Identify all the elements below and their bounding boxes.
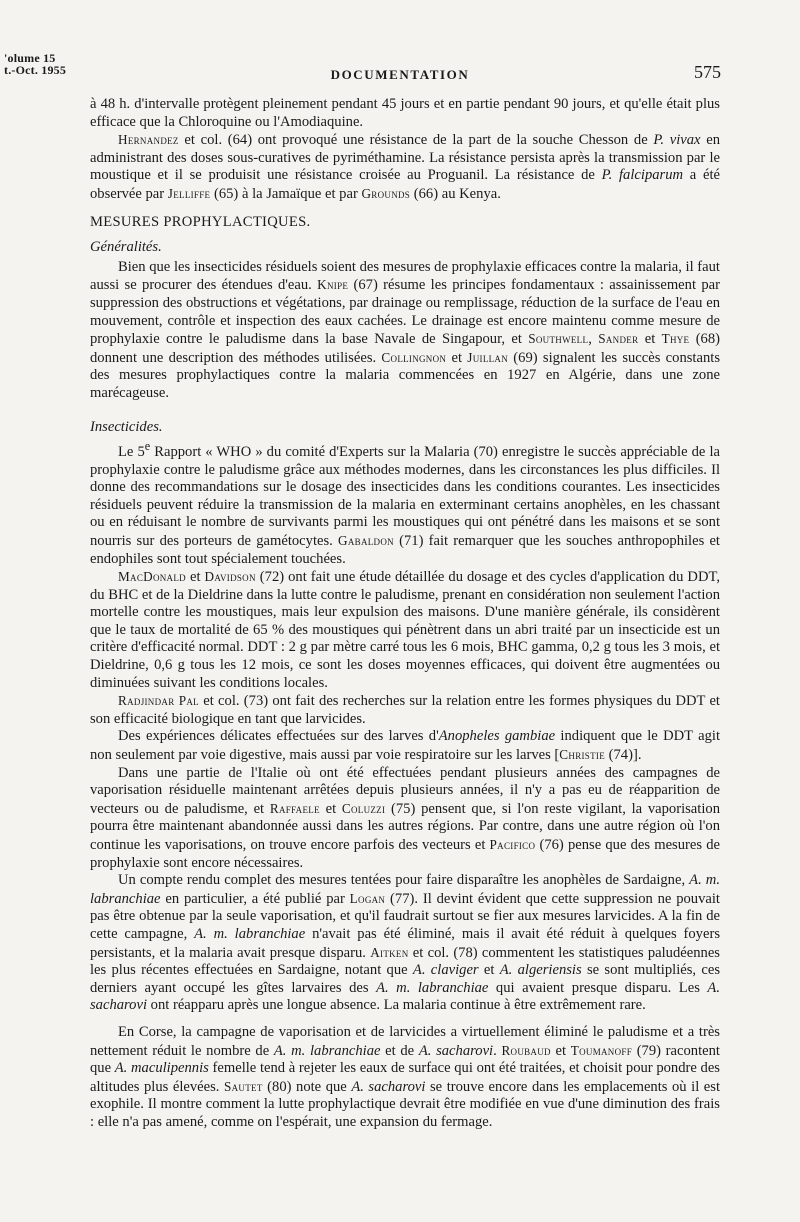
- section-title: MESURES PROPHYLACTIQUES.: [90, 213, 311, 230]
- author-name: Christie: [559, 747, 605, 763]
- text-run: et: [319, 800, 342, 817]
- text-run: et col. (73) ont fait des recherches sur la relation entre les formes physiques du DDT et son efficacité biologique en tant que larvicides.: [90, 693, 720, 727]
- paragraph: [90, 765, 720, 873]
- text-run: (80) note que: [262, 1078, 352, 1095]
- text-run: ,: [588, 331, 599, 348]
- text-run: a été observée par: [90, 167, 720, 202]
- article-body: [90, 96, 720, 1132]
- text-run: et: [638, 331, 662, 348]
- text-run: (68) donnent une description des méthodes utilisées.: [90, 331, 721, 366]
- text-run: n'avait pas été éliminé, mais il avait été réduit à quelques foyers persistants, et la malaria avait presque disparu.: [90, 925, 720, 961]
- text-run: et: [478, 962, 500, 979]
- text-run: (65) à la Jamaïque et par: [210, 185, 362, 202]
- author-name: Knipe: [317, 277, 349, 293]
- author-name: MacDonald: [118, 569, 186, 585]
- species-name: A. m. labranchiae: [90, 872, 720, 907]
- text-run: femelle tend à rejeter les eaux de surface qui ont été traitées, et choisit pour pondre des altitudes plus élevées.: [90, 1060, 720, 1095]
- species-name: A. m. labranchiae: [194, 925, 306, 942]
- author-name: Gabaldon: [338, 532, 394, 548]
- author-name: Jelliffe: [167, 185, 211, 201]
- author-name: Roubaud: [501, 1042, 551, 1058]
- species-name: A. maculipennis: [114, 1060, 209, 1077]
- text-run: (71) fait remarquer que les souches anthropophiles et endophiles sont tout spécialement touchées.: [90, 532, 720, 567]
- author-name: Grounds: [361, 185, 411, 201]
- volume-line-1: 'olume 15: [4, 51, 56, 65]
- species-name: A. algeriensis: [499, 962, 582, 979]
- author-name: Juillan: [467, 349, 509, 365]
- text-run: (74)].: [605, 747, 642, 764]
- text-run: (72) ont fait une étude détaillée du dosage et des cycles d'application du DDT, du BHC et de la Dieldrine dans la lutte contre le paludisme, prenant en considération non seulement l'action mortelle contre les moustiques, mais leur expulsion des maisons. D'une manière générale, ils considèrent que le taux de mortalité de 65 % des moustiques qui pénètrent dans un abri traité par un insecticide est un critère d'efficacité normal. DDT : 2 g par mètre carré tous les 6 mois, BHC gamma, 0,2 g tous les 3 mois, et Dieldrine, 0,6 g tous les 12 mois, ce sont les doses moyennes efficaces, qui doivent être augmentées ou diminuées suivant les conditions locales.: [90, 569, 720, 691]
- text-run: se trouve encore dans les emplacements où il est exophile. Il montre comment la lutte prophylactique devrait être modifiée en vue d'une diminution des frais : elle n'a pas amené, comme on l'espérait, une expansion du fermage.: [90, 1078, 721, 1130]
- text-run: indiquent que le DDT agit non seulement par voie digestive, mais aussi par voie respiratoire sur les larves [: [90, 728, 721, 764]
- species-name: P. vivax: [653, 132, 701, 149]
- superscript: e: [144, 439, 151, 454]
- text-run: Dans une partie de l'Italie où ont été effectuées pendant plusieurs années des campagnes de vaporisation résiduelle maintenant arrêtées depuis plusieurs années, il n'y a pas eu de réapparition de vecteurs ou de paludisme, et: [90, 764, 720, 817]
- species-name: P. falciparum: [601, 167, 684, 184]
- text-run: et: [446, 349, 468, 366]
- species-name: A. claviger: [412, 962, 479, 979]
- author-name: Toumanoff: [570, 1042, 633, 1058]
- species-name: A. sacharovi: [351, 1078, 426, 1095]
- text-run: ont réapparu après une longue absence. La malaria continue à être extrêmement rare.: [147, 997, 646, 1014]
- text-run: et col. (78) commentent les statistiques paludéennes les plus récentes effectuées en Sardaigne, notant que: [90, 944, 720, 979]
- author-name: Davidson: [204, 569, 256, 585]
- author-name: Thye: [661, 331, 690, 347]
- paragraph: [90, 259, 720, 403]
- text-run: Des expériences délicates effectuées sur des larves d': [118, 728, 439, 745]
- paragraph: [90, 568, 720, 692]
- text-run: en particulier, a été publié par: [160, 890, 350, 907]
- author-name: Aitken: [370, 944, 409, 960]
- text-run: et: [550, 1042, 571, 1059]
- text-run: Rapport « WHO » du comité d'Experts sur la Malaria (70) enregistre le succès appréciable de la prophylaxie contre le paludisme grâce aux méthodes modernes, dans les circonstances les plus difficiles. Il donne des recommandations sur le dosage des insecticides dans les conditions courantes. Les insecticides résiduels peuvent réduire la transmission de la malaria en exterminant certains anophèles, en les chassant ou en réduisant le nombre de survivants parmi les moustiques qui ont pénétré dans les maisons et se sont nourris sur des porteurs de gamétocytes.: [90, 443, 720, 549]
- text-run: et col. (64) ont provoqué une résistance de la part de la souche Chesson de: [178, 132, 654, 149]
- species-name: A. m. labranchiae: [273, 1042, 381, 1059]
- author-name: Hernandez: [118, 132, 179, 148]
- paragraph: [90, 131, 720, 203]
- paragraph: [90, 1024, 720, 1132]
- author-name: Sautet: [224, 1078, 263, 1094]
- page-number: 575: [694, 62, 721, 82]
- text-run: (76) pense que des mesures de prophylaxie sont encore nécessaires.: [90, 837, 720, 871]
- author-name: Raffaele: [269, 800, 320, 816]
- text-run: Le 5: [118, 443, 145, 460]
- paragraph: [90, 872, 720, 1015]
- author-name: Sander: [598, 331, 639, 347]
- paragraph: [90, 728, 720, 764]
- text-run: Bien que les insecticides résiduels soient des mesures de prophylaxie efficaces contre la malaria, il faut aussi se procurer des étendues d'eau.: [90, 258, 720, 294]
- paragraph: [90, 438, 720, 568]
- species-name: A. sacharovi: [418, 1042, 494, 1059]
- volume-line-2: t.-Oct. 1955: [4, 63, 67, 77]
- text-run: et: [185, 569, 205, 586]
- text-run: (75) pensent que, si l'on reste vigilant, la vaporisation pourra être maintenant abandonnée aussi dans les autres régions. Par contre, dans une autre région où l'on continue les vaporisations, on trouve encore parfois des vecteurs et: [90, 800, 720, 854]
- text-run: .: [493, 1042, 502, 1059]
- subsection-title: Insecticides.: [90, 418, 163, 435]
- paragraph: [90, 692, 720, 728]
- author-name: Logan: [349, 890, 386, 906]
- species-name: A. m. labranchiae: [376, 979, 489, 996]
- text-run: (79) racontent que: [90, 1042, 720, 1077]
- author-name: Collingnon: [381, 349, 447, 365]
- author-name: Southwell: [528, 331, 589, 347]
- text-run: En Corse, la campagne de vaporisation et de larvicides a virtuellement éliminé le paludisme et a très nettement réduit le nombre de: [90, 1023, 720, 1059]
- species-name: A. sacharovi: [90, 979, 720, 1014]
- text-run: Un compte rendu complet des mesures tentées pour faire disparaître les anophèles de Sardaigne,: [118, 872, 690, 889]
- text-run: qui avaient presque disparu. Les: [488, 979, 708, 996]
- text-run: (66) au Kenya.: [410, 185, 501, 202]
- author-name: Coluzzi: [341, 800, 386, 816]
- text-run: (67) résume les principes fondamentaux : assainissement par suppression des obstructions et végétations, par drainage ou remplissage, réduction de la surface de l'eau en mouvement, contrôle et inspection des eaux cachées. Le drainage est encore maintenu comme mesure de prophylaxie contre le paludisme dans la base Navale de Singapour, et: [90, 277, 720, 348]
- paragraph-text: à 48 h. d'intervalle protègent pleinement pendant 45 jours et en partie pendant 90 jours, et qu'elle était plus efficace que la Chloroquine ou l'Amodiaquine.: [90, 96, 720, 130]
- running-title: DOCUMENTATION: [330, 67, 470, 82]
- text-run: (77). Il devint évident que cette suppression ne pouvait pas être obtenue par la seule vaporisation, et qu'il faudrait surtout se fier aux mesures larvicides. A la fin de cette campagne,: [90, 890, 720, 942]
- text-run: et de: [380, 1042, 419, 1059]
- text-run: se sont multipliés, ces derniers ayant occupé les gîtes larvaires des: [90, 962, 721, 996]
- text-run: en administrant des doses sous-curatives de pyriméthamine. La résistance persista après la transmission par le moustique et il se produisit une résistance croisée au Proguanil. La résistance de: [90, 132, 720, 184]
- text-run: (69) signalent les succès constants des mesures prophylactiques contre la malaria commencées en 1927 en Algérie, dans une zone marécageuse.: [90, 349, 720, 401]
- author-name: Radjindar Pal: [118, 693, 199, 709]
- paragraph: [90, 96, 720, 131]
- subsection-title: Généralités.: [90, 239, 162, 256]
- species-name: Anopheles gambiae: [438, 728, 556, 745]
- author-name: Pacifico: [489, 837, 536, 853]
